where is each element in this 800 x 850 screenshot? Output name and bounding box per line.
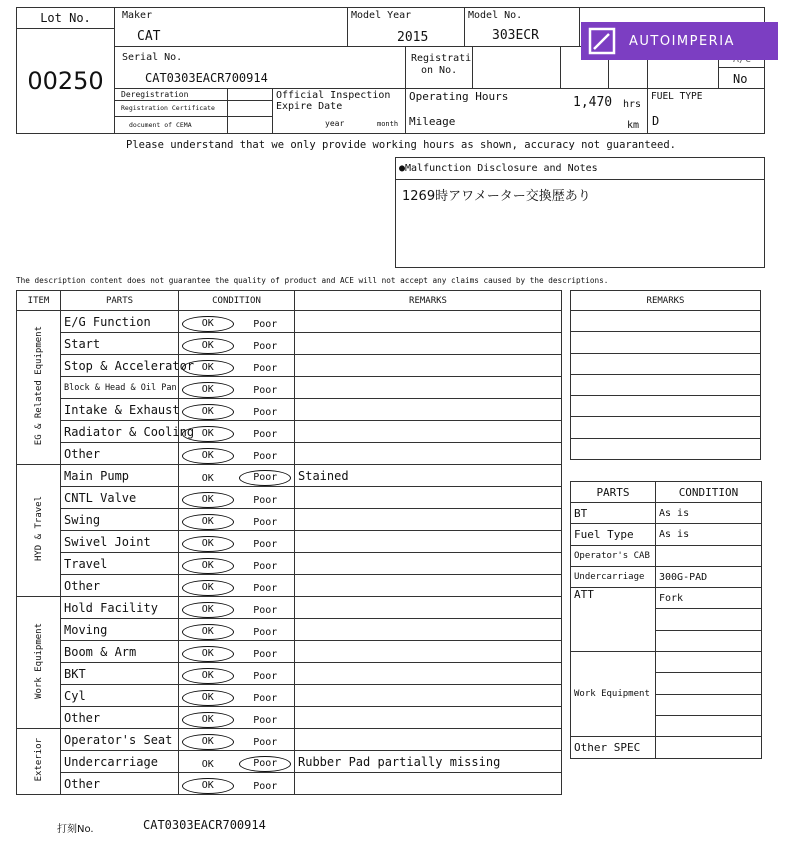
spec-condition <box>656 652 762 673</box>
table-row <box>17 377 562 399</box>
condition-ok: OK <box>182 426 234 442</box>
condition-poor: Poor <box>253 385 278 396</box>
condition-ok: OK <box>182 338 234 354</box>
part-name: Operator's Seat <box>61 729 179 751</box>
footer-stamp-label: 打刻No. <box>57 824 94 835</box>
table-row <box>17 707 562 729</box>
group-label: HYD & Travel <box>33 495 44 562</box>
spec-condition <box>656 545 762 566</box>
condition-poor: Poor <box>239 756 291 772</box>
footer-stamp-value: CAT0303EACR700914 <box>143 818 266 832</box>
lot-label: Lot No. <box>17 8 114 29</box>
remark-line <box>571 438 761 459</box>
row-remark: Rubber Pad partially missing <box>295 751 562 773</box>
row-remark <box>295 487 562 509</box>
table-row <box>17 619 562 641</box>
malfunction-title: ●Malfunction Disclosure and Notes <box>396 158 764 180</box>
spec-row <box>571 545 762 566</box>
autoimperia-logo <box>581 22 778 60</box>
disclaimer: The description content does not guarantee the quality of product and ACE will not accept any claims caused by the descriptions. <box>16 276 609 285</box>
spec-condition <box>656 673 762 694</box>
operating-hours-label: Operating Hours <box>409 90 509 103</box>
group-label: Work Equipment <box>33 622 44 699</box>
table-row <box>17 575 562 597</box>
month-label: month <box>377 120 399 128</box>
spec-condition <box>656 737 762 758</box>
inspection-label-1: Official Inspection <box>276 90 391 101</box>
row-remark <box>295 421 562 443</box>
year-label: year <box>325 119 345 128</box>
logo-mark-icon <box>587 26 617 56</box>
part-name: Stop & Accelerator <box>61 355 179 377</box>
spec-part: ATT <box>571 588 656 652</box>
condition-ok: OK <box>182 382 234 398</box>
col-parts-header: PARTS <box>61 291 179 311</box>
table-row <box>17 487 562 509</box>
row-remark <box>295 663 562 685</box>
model-year-label: Model Year <box>351 10 412 21</box>
part-name: Other <box>61 773 179 795</box>
spec-condition <box>656 609 762 630</box>
table-row <box>17 773 562 795</box>
condition-ok: OK <box>182 536 234 552</box>
table-row <box>17 641 562 663</box>
row-remark <box>295 707 562 729</box>
condition-poor: Poor <box>253 451 278 462</box>
condition-ok: OK <box>182 580 234 596</box>
hours-notice: Please understand that we only provide working hours as shown, accuracy not guaranteed. <box>126 139 676 151</box>
row-remark <box>295 311 562 333</box>
part-name: BKT <box>61 663 179 685</box>
part-name: Block & Head & Oil Pan <box>61 377 179 399</box>
right-condition-header: CONDITION <box>656 482 762 503</box>
condition-ok: OK <box>182 778 234 794</box>
part-name: Other <box>61 443 179 465</box>
table-row <box>17 597 562 619</box>
malfunction-box <box>395 157 765 268</box>
table-row <box>17 553 562 575</box>
condition-poor: Poor <box>253 561 278 572</box>
lot-box <box>16 7 115 134</box>
spec-condition: 300G-PAD <box>656 566 762 587</box>
hrs-unit: hrs <box>623 99 642 110</box>
spec-part: Work Equipment <box>571 652 656 737</box>
condition-poor: Poor <box>253 495 278 506</box>
condition-poor: Poor <box>253 319 278 330</box>
row-remark <box>295 509 562 531</box>
row-remark <box>295 575 562 597</box>
part-name: Start <box>61 333 179 355</box>
group-label: EG & Related Equipment <box>33 325 44 446</box>
condition-poor: Poor <box>253 781 278 792</box>
condition-poor: Poor <box>253 671 278 682</box>
spec-condition: As is <box>656 503 762 524</box>
operating-hours-value: 1,470 <box>573 95 613 110</box>
spec-condition <box>656 715 762 736</box>
group-label: Exterior <box>33 737 44 782</box>
lot-value: 00250 <box>27 67 104 95</box>
part-name: Other <box>61 707 179 729</box>
spec-part: Other SPEC <box>571 737 656 758</box>
maker-label: Maker <box>122 10 153 21</box>
row-remark <box>295 377 562 399</box>
part-name: Cyl <box>61 685 179 707</box>
model-no-value: 303ECR <box>492 28 539 43</box>
table-row <box>17 333 562 355</box>
mileage-label: Mileage <box>409 115 456 128</box>
part-name: CNTL Valve <box>61 487 179 509</box>
condition-ok: OK <box>201 759 214 770</box>
condition-ok: OK <box>182 492 234 508</box>
part-name: Boom & Arm <box>61 641 179 663</box>
table-row <box>17 509 562 531</box>
remark-line <box>571 353 761 374</box>
registration-label-1: Registrati <box>411 53 472 64</box>
condition-ok: OK <box>182 668 234 684</box>
model-no-label: Model No. <box>468 10 523 21</box>
right-parts-table <box>570 481 761 759</box>
doc-cema-label: document of CEMA <box>129 121 192 129</box>
col-item-header: ITEM <box>17 291 61 311</box>
ac-value: No <box>733 72 748 86</box>
table-row <box>17 531 562 553</box>
condition-poor: Poor <box>253 517 278 528</box>
condition-poor: Poor <box>253 363 278 374</box>
part-name: Travel <box>61 553 179 575</box>
table-row <box>17 729 562 751</box>
condition-poor: Poor <box>253 605 278 616</box>
remark-line <box>571 396 761 417</box>
condition-ok: OK <box>182 646 234 662</box>
col-condition-header: CONDITION <box>179 291 295 311</box>
condition-poor: Poor <box>253 737 278 748</box>
table-row <box>17 685 562 707</box>
table-row <box>17 443 562 465</box>
malfunction-note: 1269時アワメーター交換歴あり <box>402 189 591 204</box>
spec-condition <box>656 630 762 651</box>
table-row <box>17 399 562 421</box>
row-remark <box>295 553 562 575</box>
part-name: Undercarriage <box>61 751 179 773</box>
serial-label: Serial No. <box>122 52 183 63</box>
condition-poor: Poor <box>253 627 278 638</box>
part-name: E/G Function <box>61 311 179 333</box>
spec-condition: Fork <box>656 588 762 609</box>
condition-poor: Poor <box>239 470 291 486</box>
spec-row <box>571 566 762 587</box>
right-remarks-header: REMARKS <box>571 291 761 311</box>
row-remark <box>295 685 562 707</box>
maker-value: CAT <box>137 29 161 44</box>
spec-part: BT <box>571 503 656 524</box>
condition-poor: Poor <box>253 539 278 550</box>
registration-label-2: on No. <box>421 65 458 76</box>
col-remarks-header: REMARKS <box>295 291 562 311</box>
condition-ok: OK <box>182 624 234 640</box>
part-name: Swivel Joint <box>61 531 179 553</box>
condition-poor: Poor <box>253 341 278 352</box>
condition-poor: Poor <box>253 407 278 418</box>
spec-condition <box>656 694 762 715</box>
spec-row <box>571 652 762 673</box>
spec-row <box>571 503 762 524</box>
spec-part: Undercarriage <box>571 566 656 587</box>
row-remark <box>295 443 562 465</box>
inspection-label-2: Expire Date <box>276 101 343 112</box>
remark-line <box>571 417 761 438</box>
dereg-label: Deregistration <box>121 90 189 99</box>
condition-poor: Poor <box>253 429 278 440</box>
row-remark <box>295 619 562 641</box>
part-name: Swing <box>61 509 179 531</box>
remark-line <box>571 374 761 395</box>
table-row <box>17 421 562 443</box>
condition-ok: OK <box>182 514 234 530</box>
row-remark <box>295 729 562 751</box>
row-remark <box>295 531 562 553</box>
condition-ok: OK <box>182 734 234 750</box>
row-remark <box>295 641 562 663</box>
part-name: Moving <box>61 619 179 641</box>
part-name: Main Pump <box>61 465 179 487</box>
condition-poor: Poor <box>253 649 278 660</box>
row-remark <box>295 399 562 421</box>
condition-ok: OK <box>182 404 234 420</box>
part-name: Hold Facility <box>61 597 179 619</box>
condition-ok: OK <box>182 316 234 332</box>
condition-ok: OK <box>201 473 214 484</box>
table-row <box>17 465 562 487</box>
spec-part: Fuel Type <box>571 524 656 545</box>
fuel-type-label: FUEL TYPE <box>651 91 703 102</box>
serial-value: CAT0303EACR700914 <box>145 71 268 85</box>
row-remark: Stained <box>295 465 562 487</box>
spec-row <box>571 588 762 609</box>
condition-ok: OK <box>182 558 234 574</box>
condition-ok: OK <box>182 712 234 728</box>
condition-poor: Poor <box>253 693 278 704</box>
spec-part: Operator's CAB <box>571 545 656 566</box>
condition-ok: OK <box>182 602 234 618</box>
row-remark <box>295 333 562 355</box>
table-row <box>17 663 562 685</box>
right-parts-header: PARTS <box>571 482 656 503</box>
row-remark <box>295 355 562 377</box>
spec-row <box>571 524 762 545</box>
remark-line <box>571 332 761 353</box>
row-remark <box>295 597 562 619</box>
table-row <box>17 311 562 333</box>
condition-ok: OK <box>182 690 234 706</box>
condition-poor: Poor <box>253 715 278 726</box>
spec-row <box>571 737 762 758</box>
fuel-type-value: D <box>652 114 660 128</box>
condition-ok: OK <box>182 448 234 464</box>
logo-text: AUTOIMPERIA <box>629 33 735 49</box>
condition-ok: OK <box>182 360 234 376</box>
reg-cert-label: Registration Certificate <box>121 104 215 112</box>
right-remarks-table <box>570 290 761 460</box>
condition-table <box>16 290 561 795</box>
part-name: Intake & Exhaust <box>61 399 179 421</box>
table-row <box>17 355 562 377</box>
part-name: Other <box>61 575 179 597</box>
table-row <box>17 751 562 773</box>
km-unit: km <box>627 120 640 131</box>
spec-condition: As is <box>656 524 762 545</box>
condition-poor: Poor <box>253 583 278 594</box>
row-remark <box>295 773 562 795</box>
remark-line <box>571 311 761 332</box>
part-name: Radiator & Cooling <box>61 421 179 443</box>
model-year-value: 2015 <box>397 30 429 45</box>
